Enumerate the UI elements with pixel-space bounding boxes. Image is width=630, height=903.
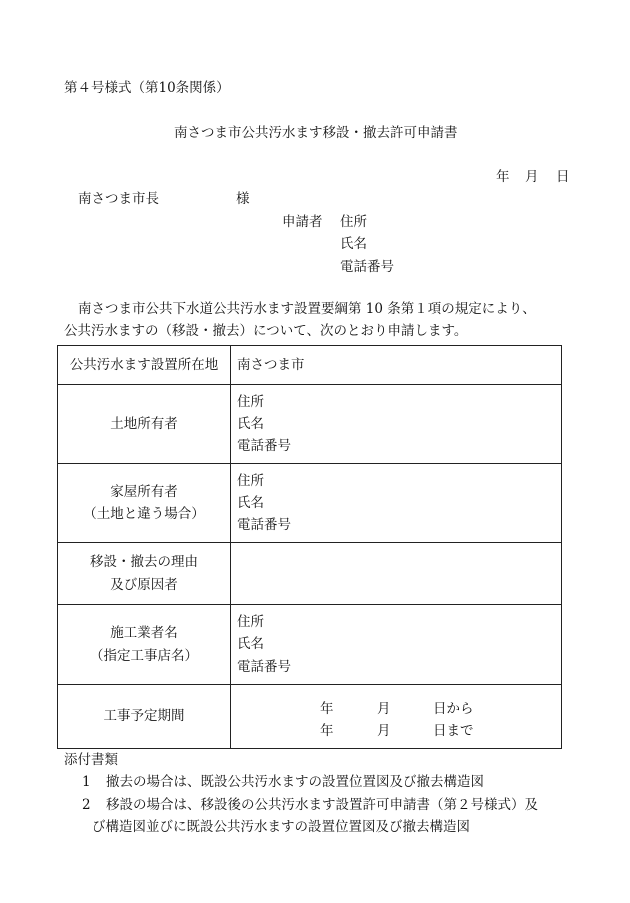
house-owner-phone-label: 電話番号	[237, 517, 291, 534]
reason-label-cell	[58, 543, 231, 605]
attachment-1-text: 撤去の場合は、既設公共汚水ますの設置位置図及び撤去構造図	[106, 774, 484, 790]
period-end-line	[237, 717, 561, 739]
location-value: 南さつま市	[237, 356, 305, 373]
date-day-label: 日	[556, 169, 570, 185]
period-end-year: 年	[320, 722, 334, 739]
period-start-line	[237, 695, 561, 717]
attachment-2-number: 2	[82, 797, 91, 813]
period-end-day: 日まで	[433, 722, 474, 739]
date-month-label: 月	[525, 169, 539, 185]
house-owner-label-cell	[58, 464, 231, 543]
reason-label-line-2: 及び原因者	[110, 576, 178, 593]
location-label-cell	[58, 346, 231, 385]
period-start-day: 日から	[433, 700, 474, 717]
form-number: 第４号様式（第10条関係）	[64, 80, 230, 96]
attachments-heading: 添付書類	[64, 752, 118, 768]
attachment-2-text-line-2: び構造図並びに既設公共汚水ますの設置位置図及び撤去構造図	[92, 819, 470, 835]
house-owner-value-cell[interactable]	[231, 464, 562, 543]
intro-line-2: 公共汚水ますの（移設・撤去）について、次のとおり申請します。	[64, 323, 468, 339]
land-owner-label: 土地所有者	[110, 415, 178, 432]
attachment-2-text-line-1: 移設の場合は、移設後の公共汚水ます設置許可申請書（第２号様式）及	[106, 797, 538, 813]
house-owner-address-label: 住所	[237, 472, 264, 489]
page-title: 南さつま市公共汚水ます移設・撤去許可申請書	[174, 125, 458, 141]
land-owner-name-label: 氏名	[237, 415, 264, 432]
addressee-honorific: 様	[236, 191, 250, 207]
land-owner-address-label: 住所	[237, 393, 264, 410]
period-start-year: 年	[320, 700, 334, 717]
applicant-address-label: 住所	[340, 214, 367, 230]
contractor-phone-label: 電話番号	[237, 658, 291, 675]
attachment-1-number: 1	[82, 774, 91, 790]
house-owner-name-label: 氏名	[237, 494, 264, 511]
land-owner-label-cell	[58, 385, 231, 464]
location-label: 公共汚水ます設置所在地	[69, 356, 219, 373]
period-start-month: 月	[377, 700, 391, 717]
applicant-name-label: 氏名	[340, 236, 367, 252]
land-owner-value-cell[interactable]	[231, 385, 562, 464]
applicant-label: 申請者	[282, 214, 323, 230]
addressee-name: 南さつま市長	[78, 191, 159, 207]
row-location	[58, 346, 562, 385]
house-owner-label: 家屋所有者	[110, 483, 178, 500]
application-table	[57, 345, 562, 749]
contractor-label-cell	[58, 605, 231, 685]
period-label-cell	[58, 685, 231, 749]
period-value-cell[interactable]	[231, 685, 562, 749]
period-label: 工事予定期間	[103, 708, 185, 725]
house-owner-label-note: （土地と違う場合）	[83, 506, 205, 522]
reason-value-cell[interactable]	[231, 543, 562, 605]
date-year-label: 年	[496, 169, 510, 185]
period-end-month: 月	[377, 722, 391, 739]
row-contractor	[58, 605, 562, 685]
contractor-name-label: 氏名	[237, 636, 264, 653]
intro-line-1: 南さつま市公共下水道公共汚水ます設置要綱第 10 条第１項の規定により、	[78, 301, 536, 317]
contractor-address-label: 住所	[237, 614, 264, 631]
reason-label: 移設・撤去の理由	[90, 554, 198, 571]
applicant-phone-label: 電話番号	[340, 259, 394, 275]
row-reason	[58, 543, 562, 605]
land-owner-phone-label: 電話番号	[237, 438, 291, 455]
contractor-label-note: （指定工事店名）	[90, 647, 198, 664]
location-value-cell[interactable]	[231, 346, 562, 385]
contractor-label: 施工業者名	[110, 625, 178, 642]
contractor-value-cell[interactable]	[231, 605, 562, 685]
row-period	[58, 685, 562, 749]
row-land-owner	[58, 385, 562, 464]
row-house-owner	[58, 464, 562, 543]
